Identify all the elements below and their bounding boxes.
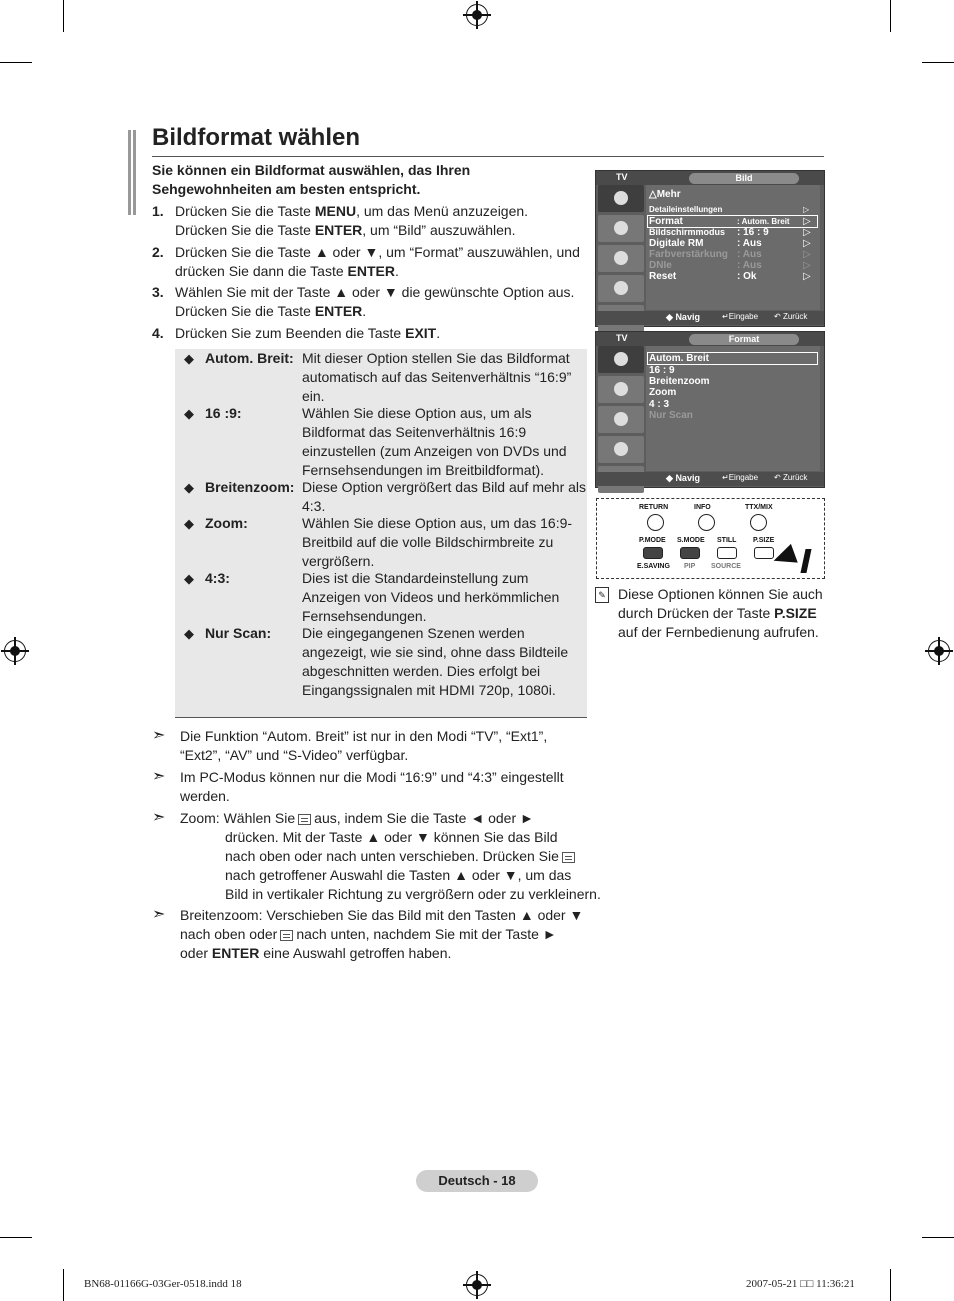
note-pencil-icon: ✎ — [595, 587, 609, 603]
key-name: P.SIZE — [774, 605, 817, 621]
enter-icon: ↵ — [722, 312, 729, 321]
option-breitenzoom — [184, 478, 588, 516]
menu-source-label: TV — [616, 333, 628, 343]
option-label: Zoom: — [205, 515, 248, 531]
enter-hint: ↵Eingabe — [722, 312, 759, 321]
crop-mark — [922, 62, 954, 63]
crop-mark — [0, 62, 32, 63]
note-3 — [152, 809, 612, 904]
remote-key-label: TTX/MIX — [745, 504, 773, 511]
step-text: Drücken Sie die Taste — [175, 303, 315, 319]
menu-panel — [646, 185, 820, 310]
note-arrow-icon: ➣ — [152, 906, 166, 923]
step-text: , um “Bild” auszuwählen. — [362, 222, 516, 238]
note-arrow-icon: ➣ — [152, 727, 166, 744]
option-description: Dies ist die Standardeinstellung zum Anzeigen von Videos und herkömmlichen Fernsehsendungen. — [302, 570, 560, 624]
registration-mark-icon — [466, 1274, 488, 1296]
crop-mark — [922, 1237, 954, 1238]
step-text: Wählen Sie mit der Taste ▲ oder ▼ die gewünschte Option aus. — [175, 284, 575, 300]
format-option[interactable]: Breitenzoom — [649, 376, 710, 387]
s-mode-button-icon[interactable] — [680, 547, 700, 559]
crop-mark — [0, 1237, 32, 1238]
print-slug-left: BN68-01166G-03Ger-0518.indd 18 — [84, 1278, 242, 1290]
hint-text: auf der Fernbedienung aufrufen. — [618, 624, 819, 640]
updown-icon: ◆ — [666, 473, 673, 483]
step-4 — [152, 324, 592, 343]
sound-icon — [598, 215, 644, 242]
nav-hint: ◆ Navig — [666, 312, 700, 322]
remote-key-label: RETURN — [639, 504, 669, 511]
menu-row: Digitale RM : Aus ▷ — [649, 238, 811, 249]
option-description: Wählen Sie diese Option aus, um das 16:9-Breitbild auf die volle Bildschirmbreite zu vergrößern. — [302, 515, 573, 569]
menu-row: Bildschirmmodus : 16 : 9 ▷ — [649, 227, 811, 238]
remote-key-label: SOURCE — [711, 563, 741, 570]
format-option[interactable]: 4 : 3 — [649, 399, 670, 410]
page-title: Bildformat wählen — [152, 124, 361, 151]
option-16-9 — [184, 404, 588, 480]
step-number: 4. — [152, 325, 164, 341]
note-2 — [152, 768, 582, 806]
step-text: Drücken Sie zum Beenden die Taste — [175, 325, 406, 341]
menu-source-label: TV — [616, 172, 628, 182]
remote-key-label: P.MODE — [639, 537, 666, 544]
option-4-3 — [184, 569, 588, 626]
enter-icon: ↵ — [722, 473, 729, 482]
option-label: Nur Scan: — [205, 625, 272, 641]
option-zoom — [184, 514, 588, 571]
back-hint: ↶ Zurück — [774, 473, 808, 482]
note-4 — [152, 906, 612, 963]
note-text: Die Funktion “Autom. Breit” ist nur in den Modi “TV”, “Ext1”, “Ext2”, “AV” und “S-Video” verfügbar. — [180, 728, 548, 763]
zoom-button-icon — [298, 814, 311, 825]
note-text: oder — [180, 945, 212, 961]
picture-icon — [598, 346, 644, 373]
note-text: drücken. Mit der Taste ▲ oder ▼ können Sie das Bild — [225, 829, 558, 845]
key-name: ENTER — [347, 263, 395, 279]
return-button-icon[interactable] — [647, 514, 664, 531]
key-name: ENTER — [314, 222, 363, 238]
picture-icon — [598, 185, 644, 212]
registration-mark-icon — [466, 4, 488, 26]
setup-icon — [598, 436, 644, 463]
step-number: 1. — [152, 203, 164, 219]
note-text: nach oben oder — [180, 926, 278, 942]
note-text: Breitenzoom: Verschieben Sie das Bild mit den Tasten ▲ oder ▼ — [180, 907, 584, 923]
ttx-mix-button-icon[interactable] — [750, 514, 767, 531]
step-text: . — [436, 325, 441, 341]
note-text: Bild in vertikaler Richtung zu vergrößern oder zu verkleinern. — [225, 886, 601, 902]
menu-tab-label: Bild — [689, 173, 799, 184]
menu-row-format: Format : Autom. Breit ▷ — [649, 216, 811, 227]
remote-key-label: INFO — [694, 504, 711, 511]
note-arrow-icon: ➣ — [152, 768, 166, 785]
remote-key-label: P.SIZE — [753, 537, 775, 544]
return-icon: ↶ — [774, 473, 781, 482]
remote-key-label: S.MODE — [677, 537, 705, 544]
pointer-arrow-icon — [770, 544, 798, 570]
setup-icon — [598, 275, 644, 302]
still-button-icon[interactable] — [717, 547, 737, 559]
menu-more-label: △Mehr — [649, 189, 681, 200]
note-text: Zoom: Wählen Sie — [180, 810, 296, 826]
option-description: Mit dieser Option stellen Sie das Bildformat automatisch auf das Seitenverhältnis “16:9” ein. — [302, 350, 572, 404]
remote-key-label: PIP — [684, 563, 696, 570]
note-text: eine Auswahl getroffen haben. — [259, 945, 452, 961]
diamond-bullet-icon: ◆ — [184, 516, 194, 531]
print-slug-right: 2007-05-21 □□ 11:36:21 — [746, 1278, 855, 1290]
step-text: Drücken Sie die Taste — [175, 222, 315, 238]
step-2 — [152, 243, 592, 281]
registration-mark-icon — [4, 640, 26, 662]
option-description: Diese Option vergrößert das Bild auf mehr als 4:3. — [302, 479, 587, 514]
p-mode-button-icon[interactable] — [643, 547, 663, 559]
key-name: EXIT — [405, 325, 437, 341]
back-hint: ↶ Zurück — [774, 312, 808, 321]
menu-panel — [646, 346, 820, 471]
channel-icon — [598, 406, 644, 433]
option-label: 4:3: — [205, 570, 230, 586]
option-nur-scan — [184, 624, 588, 700]
option-label: 16 :9: — [205, 405, 242, 421]
step-text: Drücken Sie die Taste — [175, 203, 315, 219]
info-button-icon[interactable] — [698, 514, 715, 531]
menu-row: Farbverstärkung : Aus ▷ — [649, 249, 811, 260]
crop-mark — [63, 0, 64, 32]
step-number: 3. — [152, 284, 164, 300]
option-description: Wählen Sie diese Option aus, um als Bildformat das Seitenverhältnis 16:9 einzustellen (zum Anzeigen von DVDs und Fernsehsendungen im Breitbildformat). — [302, 405, 567, 478]
format-option[interactable]: Nur Scan — [649, 410, 693, 421]
enter-hint: ↵Eingabe — [722, 473, 759, 482]
zoom-button-icon — [562, 852, 575, 863]
step-text: Drücken Sie die Taste ▲ oder ▼, um “Format” auszuwählen, und drücken Sie dann die Taste — [175, 244, 580, 279]
step-3 — [152, 283, 592, 321]
diamond-bullet-icon: ◆ — [184, 626, 194, 641]
note-arrow-icon: ➣ — [152, 809, 166, 826]
step-1 — [152, 202, 592, 240]
menu-row: Reset : Ok ▷ — [649, 271, 811, 282]
note-text: nach getroffener Auswahl die Tasten ▲ oder ▼, um das — [225, 867, 572, 883]
note-text: aus, indem Sie die Taste ◄ oder ► — [314, 810, 534, 826]
menu-footer — [596, 472, 824, 486]
sound-icon — [598, 376, 644, 403]
key-name: MENU — [314, 203, 357, 219]
format-option[interactable]: Autom. Breit — [649, 353, 709, 364]
note-text: nach oben oder nach unten verschieben. Drücken Sie — [225, 848, 559, 864]
breitenzoom-button-icon — [280, 930, 293, 941]
option-label: Autom. Breit: — [205, 350, 294, 366]
crop-mark — [890, 0, 891, 32]
channel-icon — [598, 245, 644, 272]
return-icon: ↶ — [774, 312, 781, 321]
option-label: Breitenzoom: — [205, 479, 295, 495]
step-text: , um das Menü anzuzeigen. — [356, 203, 529, 219]
menu-row: DNIe : Aus ▷ — [649, 260, 811, 271]
step-text: . — [362, 303, 367, 319]
tv-menu-bild — [595, 170, 825, 327]
remote-key-label: E.SAVING — [637, 563, 670, 570]
note-1 — [152, 727, 572, 765]
step-number: 2. — [152, 244, 164, 260]
tv-menu-format — [595, 331, 825, 488]
menu-footer — [596, 311, 824, 325]
hint-text: Diese Optionen können Sie auch durch Drücken der Taste — [618, 586, 823, 621]
menu-row: Detaileinstellungen ▷ — [649, 205, 810, 214]
note-text: Im PC-Modus können nur die Modi “16:9” und “4:3” eingestellt werden. — [180, 769, 564, 804]
key-name: ENTER — [211, 945, 260, 961]
note-text: nach unten, nachdem Sie mit der Taste ► — [296, 926, 557, 942]
page-number: Deutsch - 18 — [416, 1170, 538, 1192]
diamond-bullet-icon: ◆ — [184, 480, 194, 495]
crop-mark — [890, 1269, 891, 1301]
menu-tab-label: Format — [689, 334, 799, 345]
nav-hint: ◆ Navig — [666, 473, 700, 483]
diamond-bullet-icon: ◆ — [184, 571, 194, 586]
diamond-bullet-icon: ◆ — [184, 406, 194, 421]
step-text: . — [394, 263, 399, 279]
remote-hint — [595, 585, 825, 642]
option-autom-breit — [184, 349, 588, 406]
title-bar-decoration — [128, 130, 138, 215]
registration-mark-icon — [928, 640, 950, 662]
format-option[interactable]: Zoom — [649, 387, 677, 398]
key-name: ENTER — [314, 303, 363, 319]
pointer-arrow-icon — [800, 549, 811, 573]
updown-icon: ◆ — [666, 312, 673, 322]
remote-control-illustration — [596, 498, 825, 579]
title-rule — [152, 156, 824, 157]
remote-key-label: STILL — [717, 537, 737, 544]
format-option[interactable]: 16 : 9 — [649, 365, 675, 376]
diamond-bullet-icon: ◆ — [184, 351, 194, 366]
option-description: Die eingegangenen Szenen werden angezeigt, wie sie sind, ohne dass Bildteile abgeschnitten werden. Dies erfolgt bei Eingangssignalen mit HDMI 720p, 1080i. — [302, 625, 569, 698]
intro-text: Sie können ein Bildformat auswählen, das Ihren Sehgewohnheiten am besten entspricht. — [152, 162, 471, 197]
crop-mark — [63, 1269, 64, 1301]
